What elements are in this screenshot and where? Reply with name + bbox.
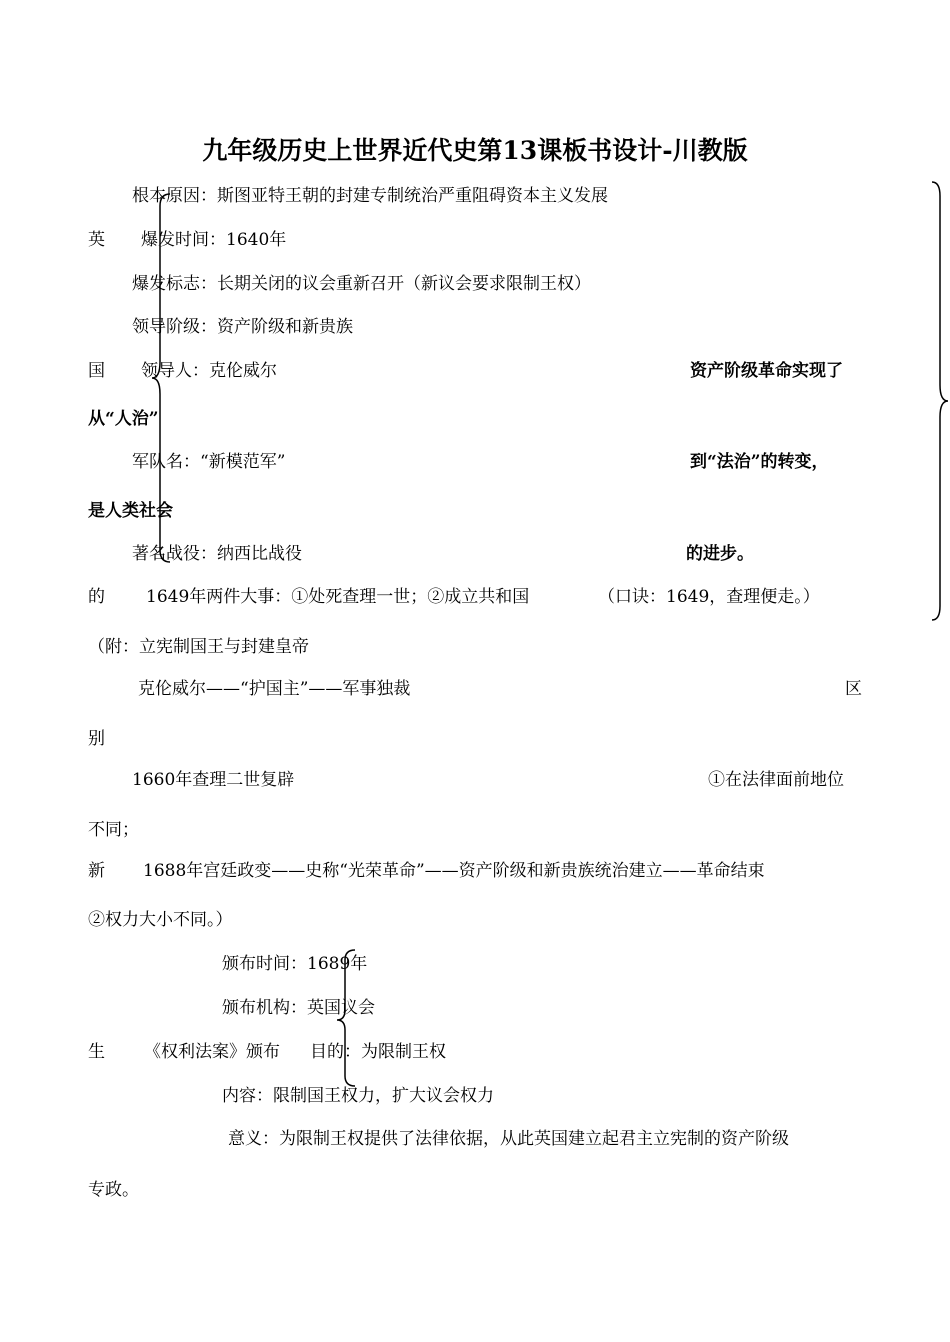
difference-power: ②权力大小不同。） [88,910,233,930]
diff-char-bie: 别 [88,729,105,749]
difference-law: ①在法律面前地位 [708,770,844,790]
army-line: 军队名：“新模范军” [132,452,286,472]
diff-char-qu: 区 [845,679,862,699]
cromwell-line: 克伦威尔——“护国主”——军事独裁 [138,679,411,699]
outbreak-time: 爆发时间：1640年 [141,230,287,250]
bill-content: 内容：限制国王权力，扩大议会权力 [222,1086,494,1106]
bill-time: 颁布时间：1689年 [222,954,368,974]
summary-line-2b: 是人类社会 [88,501,173,521]
restoration-line: 1660年查理二世复辟 [132,770,295,790]
side-char-xin: 新 [88,861,105,881]
side-char-guo: 国 [88,361,105,381]
bill-goal: 目的：为限制王权 [310,1042,446,1062]
cause-line: 根本原因：斯图亚特王朝的封建专制统治严重阻碍资本主义发展 [132,186,608,206]
summary-line-2: 到“法治”的转变， [690,452,829,472]
bill-meaning-b: 专政。 [88,1180,139,1200]
outbreak-mark: 爆发标志：长期关闭的议会重新召开（新议会要求限制王权） [132,274,591,294]
side-char-sheng: 生 [88,1042,105,1062]
bill-org: 颁布机构：英国议会 [222,998,375,1018]
leading-class: 领导阶级：资产阶级和新贵族 [132,317,353,337]
glorious-revolution-line: 1688年宫廷政变——史称“光荣革命”——资产阶级和新贵族统治建立——革命结束 [143,861,765,881]
appendix-line: （附：立宪制国王与封建皇帝 [88,637,309,657]
bill-meaning: 意义：为限制王权提供了法律依据，从此英国建立起君主立宪制的资产阶级 [228,1129,789,1149]
bill-name: 《权利法案》颁布 [144,1042,280,1062]
summary-line-3: 的进步。 [686,544,754,564]
events-1649: 1649年两件大事：①处死查理一世；②成立共和国 [146,587,530,607]
mnemonic-line: （口诀：1649，查理便走。） [598,587,820,607]
battle-line: 著名战役：纳西比战役 [132,544,302,564]
leader-line: 领导人：克伦威尔 [141,361,277,381]
summary-line-1: 资产阶级革命实现了 [690,361,843,381]
difference-law-b: 不同； [88,820,139,840]
side-char-de: 的 [88,587,105,607]
side-char-ying: 英 [88,230,105,250]
right-brace-summary [930,180,950,622]
page-title: 九年级历史上世界近代史第13课板书设计-川教版 [202,136,748,165]
summary-line-1b: 从“人治” [88,409,159,429]
